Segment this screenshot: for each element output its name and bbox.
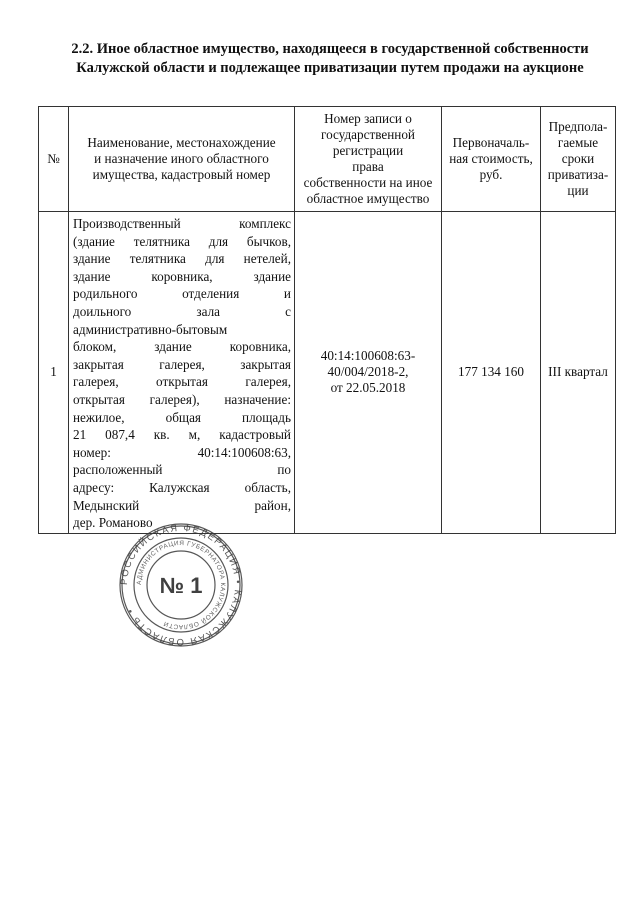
header-name-line: имущества, кадастровый номер xyxy=(92,167,271,182)
header-registration xyxy=(295,107,442,212)
description-line: нежилое, общая площадь xyxy=(73,409,291,425)
description-line: номер: 40:14:100608:63, xyxy=(73,444,291,460)
row-description xyxy=(69,212,295,534)
header-term xyxy=(541,107,616,212)
header-name-line: Наименование, местонахождение xyxy=(87,135,276,150)
stamp-center-number: № 1 xyxy=(159,573,203,598)
header-number: № xyxy=(39,107,69,212)
section-title xyxy=(60,40,600,78)
description-line: административно-бытовым xyxy=(73,321,228,337)
registration-line: 40:14:100608:63- xyxy=(320,348,416,364)
stamp-seal-icon xyxy=(118,522,244,648)
header-term-line: гаемые xyxy=(557,135,599,150)
header-registration-line: собственности на иное xyxy=(303,175,433,190)
description-line: открытая галерея), назначение: xyxy=(73,391,291,407)
header-registration-line: права xyxy=(352,159,384,174)
header-registration-line: Номер записи о xyxy=(324,111,412,126)
description-line: здание коровника, здание xyxy=(73,268,291,284)
stamp-outer-text: РОССИЙСКАЯ ФЕДЕРАЦИЯ • КАЛУЖСКАЯ ОБЛАСТЬ • xyxy=(118,522,244,648)
header-cost-line: руб. xyxy=(479,167,503,182)
row-cost: 177 134 160 xyxy=(442,212,541,534)
official-stamp xyxy=(118,522,244,648)
description-line: родильного отделения и xyxy=(73,286,291,302)
description-line: Медынский район, xyxy=(73,497,291,513)
header-registration-line: государственной xyxy=(321,127,415,142)
header-cost-line: Первоначаль- xyxy=(452,135,530,150)
row-registration xyxy=(295,212,442,534)
table-header-row xyxy=(39,107,616,212)
description-line: здание телятника для нетелей, xyxy=(73,251,291,267)
section-title-line-1: 2.2. Иное областное имущество, находящееся в государственной собственности xyxy=(71,41,589,57)
row-term: III квартал xyxy=(541,212,616,534)
registration-line: 40/004/2018-2, xyxy=(327,364,409,380)
description-line: Производственный комплекс xyxy=(73,216,291,231)
row-number: 1 xyxy=(39,212,69,534)
section-title-line-2: Калужской области и подлежащее приватизации путем продажи на аукционе xyxy=(76,60,584,76)
description-line: доильного зала с xyxy=(73,303,291,319)
header-term-line: Предпола- xyxy=(548,119,608,134)
property-table xyxy=(38,106,616,534)
header-registration-line: областное имущество xyxy=(306,191,430,206)
table-row xyxy=(39,212,616,534)
header-term-line: приватиза- xyxy=(547,167,609,182)
description-line: блоком, здание коровника, xyxy=(73,339,291,355)
header-cost-line: ная стоимость, xyxy=(449,151,533,166)
registration-line: от 22.05.2018 xyxy=(330,380,406,396)
header-name-line: и назначение иного областного xyxy=(94,151,269,166)
header-registration-line: регистрации xyxy=(332,143,404,158)
description-line: расположенный по xyxy=(73,462,291,478)
description-line: адресу: Калужская область, xyxy=(73,479,291,495)
header-cost xyxy=(442,107,541,212)
header-term-line: ции xyxy=(567,183,589,198)
description-line: дер. Романово xyxy=(73,515,153,531)
description-line: (здание телятника для бычков, xyxy=(73,233,291,249)
description-line: закрытая галерея, закрытая xyxy=(73,356,291,372)
header-term-line: сроки xyxy=(561,151,595,166)
stamp-inner-text: АДМИНИСТРАЦИЯ ГУБЕРНАТОРА КАЛУЖСКОЙ ОБЛАСТИ xyxy=(135,539,227,631)
description-line: галерея, открытая галерея, xyxy=(73,374,291,390)
header-name xyxy=(69,107,295,212)
description-line: 21 087,4 кв. м, кадастровый xyxy=(73,427,291,443)
